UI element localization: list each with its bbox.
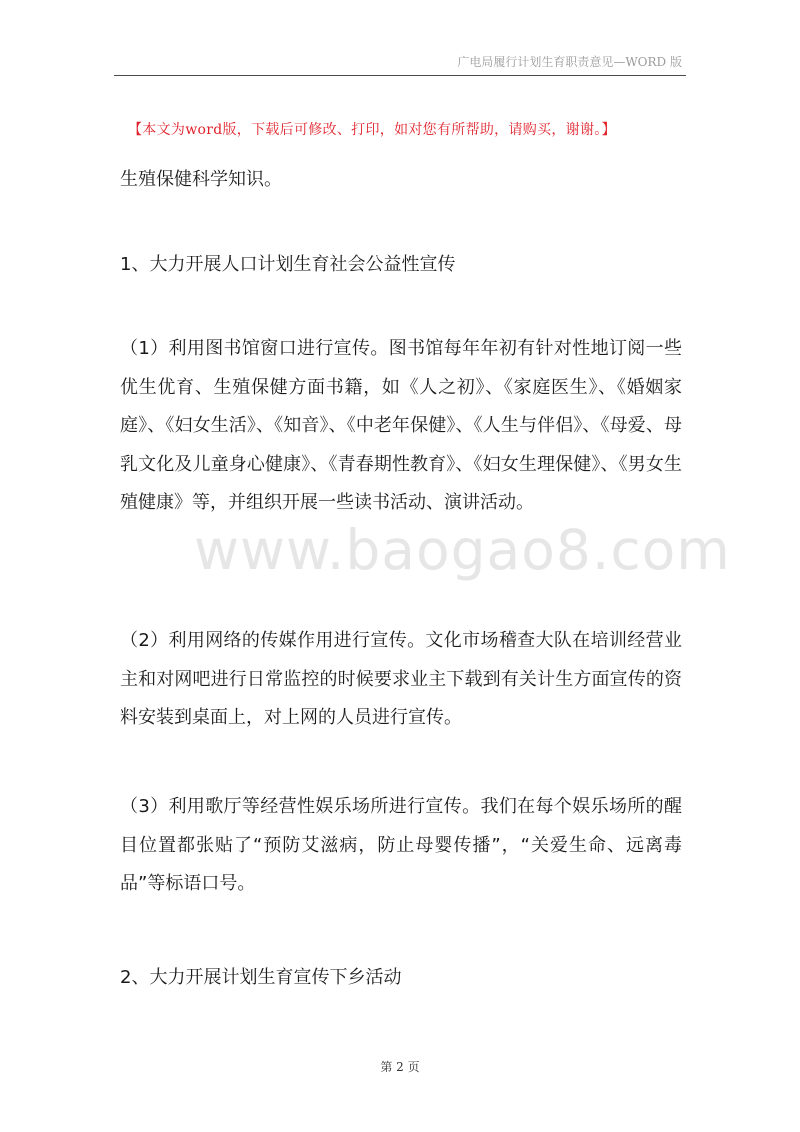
purchase-notice: 【本文为word版，下载后可修改、打印，如对您有所帮助，请购买，谢谢。】 <box>128 122 616 138</box>
paragraph-item-1: （1）利用图书馆窗口进行宣传。图书馆每年年初有针对性地订阅一些优生优育、生殖保健方面书籍，如《人之初》、《家庭医生》、《婚姻家庭》、《妇女生活》、《知音》、《中老年保健》、《人生与伴侣》、《母爱、母乳文化及儿童身心健康》、《青春期性教育》、《妇女生理保健》、《男女生殖健康》等，并组织开展一些读书活动、演讲活动。 <box>120 338 682 513</box>
section-1-heading: 1、大力开展人口计划生育社会公益性宣传 <box>120 254 456 275</box>
paragraph-item-3: （3）利用歌厅等经营性娱乐场所进行宣传。我们在每个娱乐场所的醒目位置都张贴了“预防艾滋病，防止母婴传播”，“关爱生命、远离毒品”等标语口号。 <box>120 796 682 894</box>
page-header-title: 广电局履行计划生育职责意见—WORD 版 <box>457 55 682 69</box>
page-number: 第 2 页 <box>380 1060 420 1074</box>
watermark: www.baogao8.com <box>194 518 731 582</box>
header-divider <box>114 75 686 76</box>
intro-line: 生殖保健科学知识。 <box>120 169 282 190</box>
paragraph-item-2: （2）利用网络的传媒作用进行宣传。文化市场稽查大队在培训经营业主和对网吧进行日常监控的时候要求业主下载到有关计生方面宣传的资料安装到桌面上，对上网的人员进行宣传。 <box>120 630 682 728</box>
section-2-heading: 2、大力开展计划生育宣传下乡活动 <box>120 967 402 988</box>
